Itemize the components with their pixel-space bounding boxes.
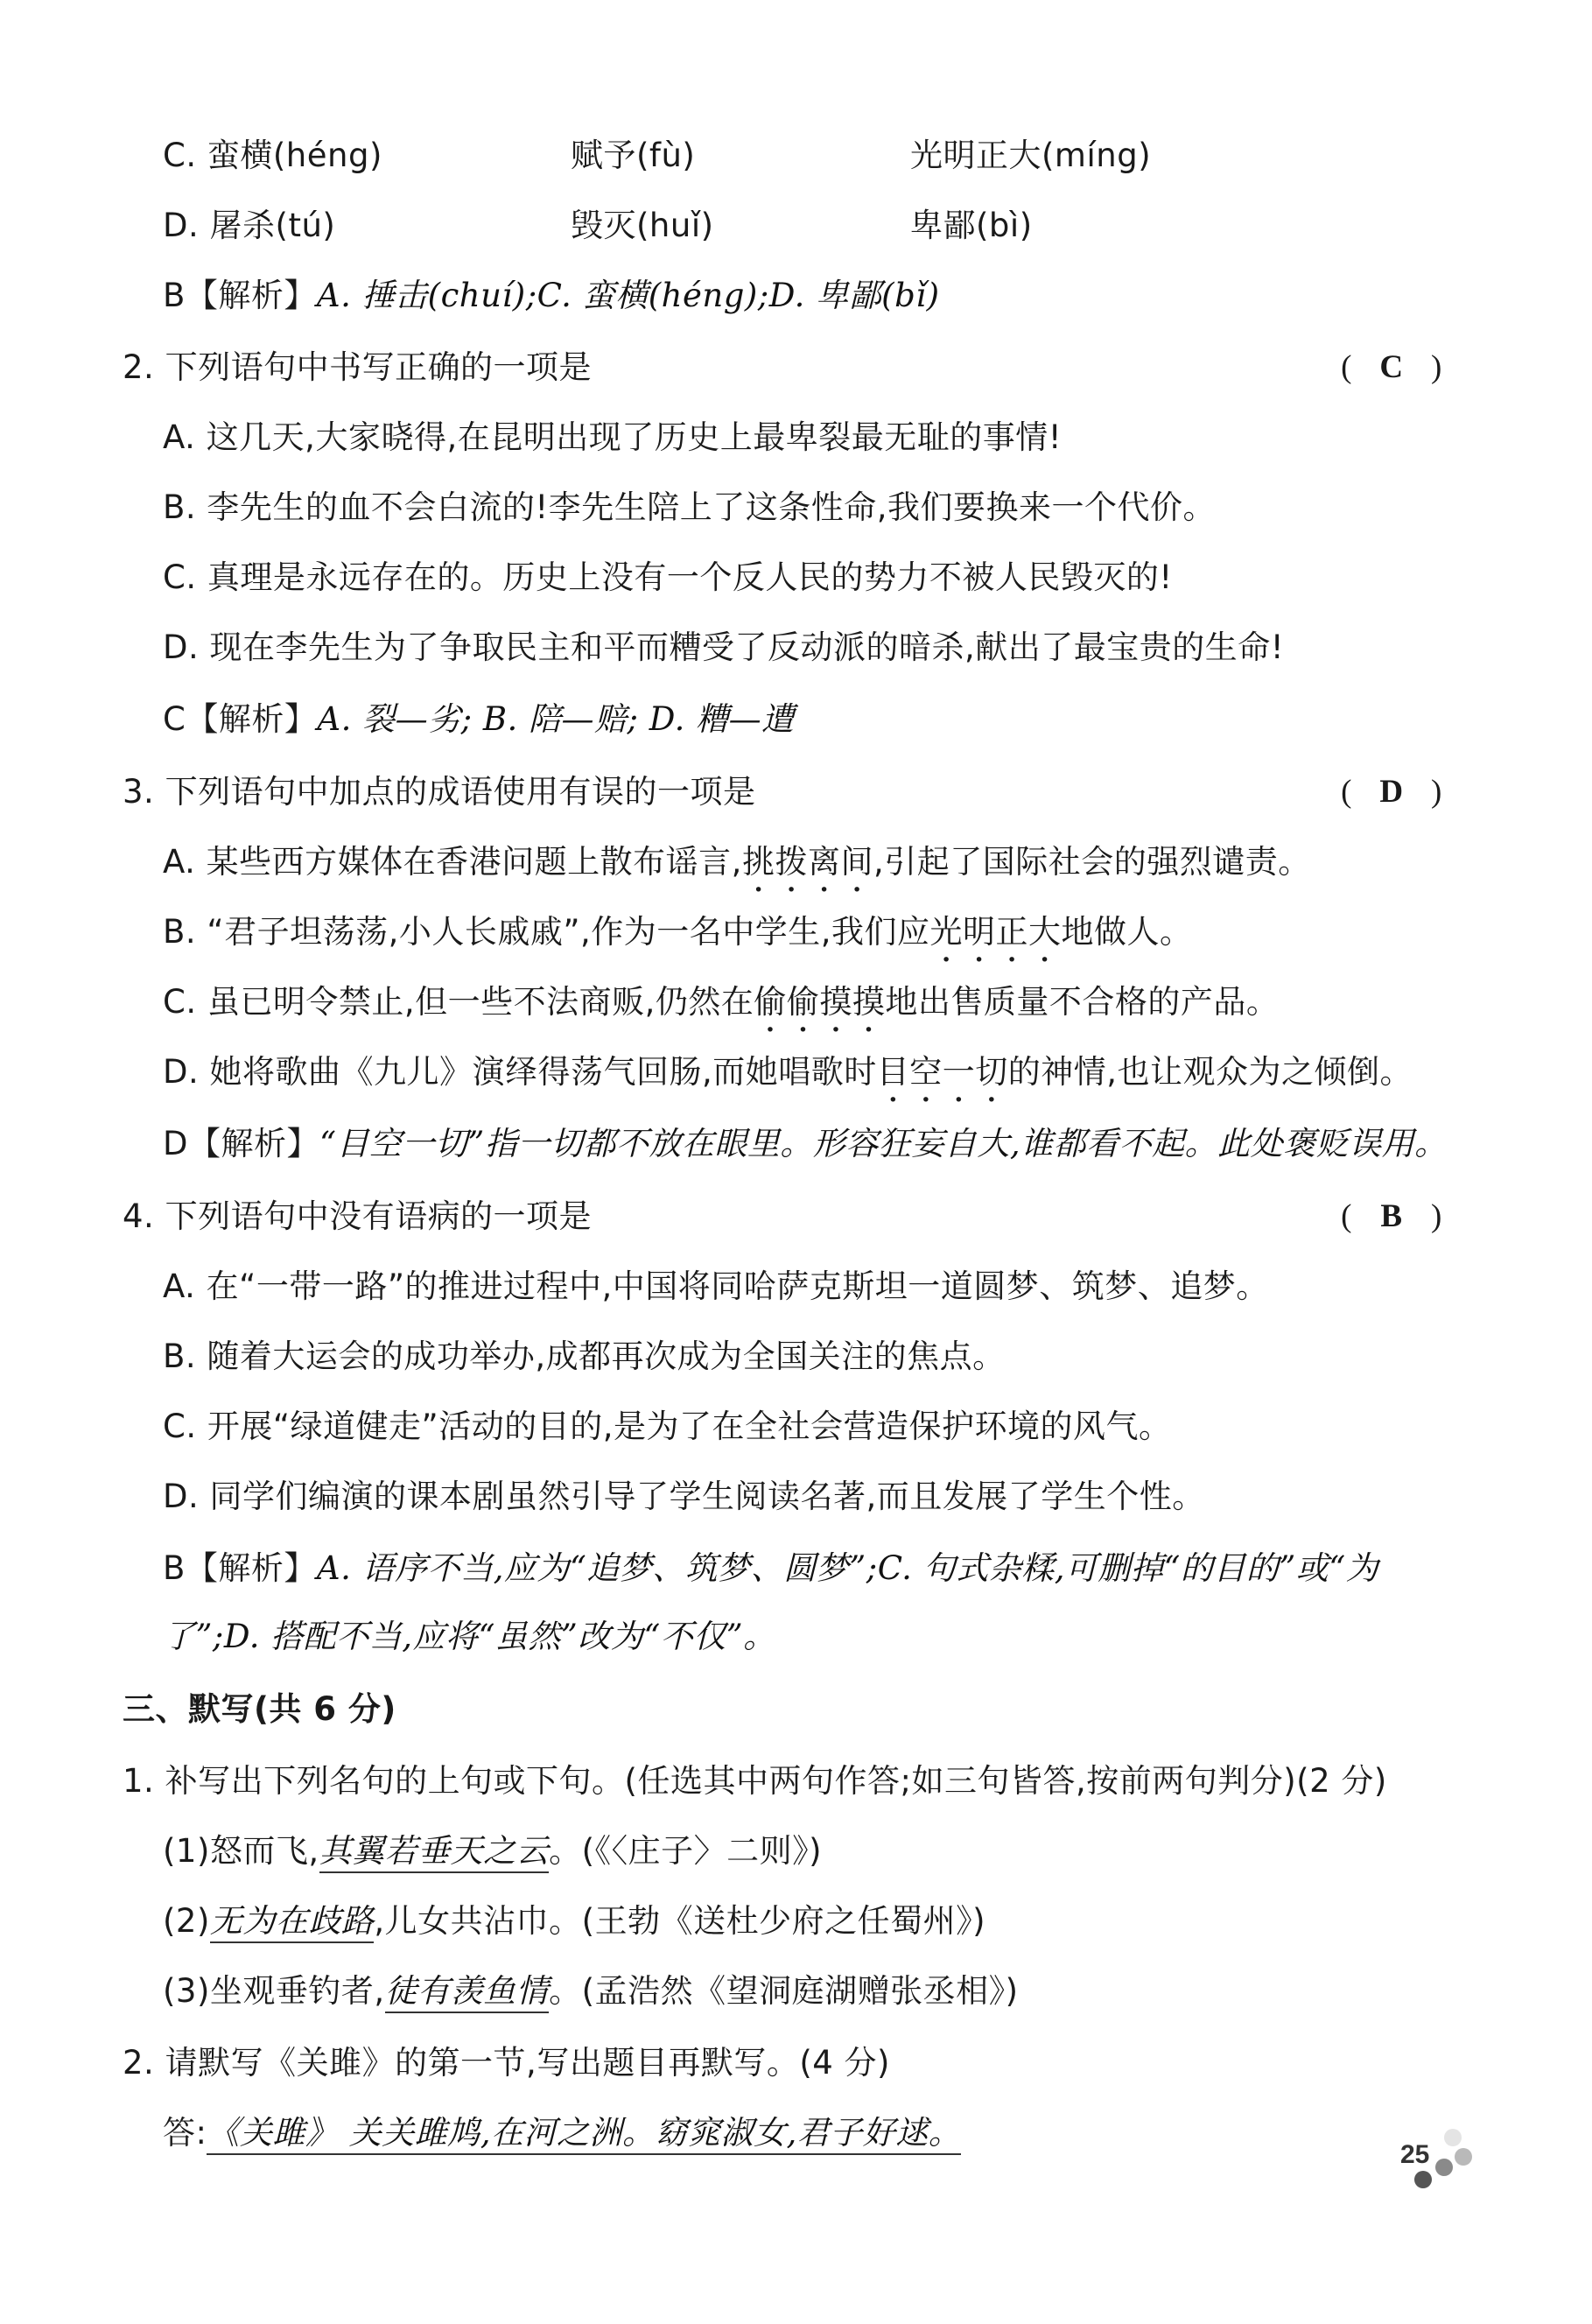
- analysis-label: B【解析】: [163, 1549, 317, 1587]
- analysis-label: D【解析】: [163, 1125, 319, 1162]
- q2-option-d: D. 现在李先生为了争取民主和平而糟受了反动派的暗杀,献出了最宝贵的生命!: [163, 628, 1285, 666]
- q4-answer: B: [1380, 1198, 1403, 1234]
- analysis-text: 了”;D. 搭配不当,应将“虽然”改为“不仅”。: [163, 1618, 776, 1655]
- q4-answer-box: ( B ): [1322, 1195, 1462, 1239]
- q4-option-a: A. 在“一带一路”的推进过程中,中国将同哈萨克斯坦一道圆梦、筑梦、追梦。: [163, 1267, 1269, 1305]
- q2-stem-row: [123, 346, 1523, 390]
- decorative-dot-icon: [1444, 2129, 1462, 2146]
- q2-answer-box: ( C ): [1322, 346, 1462, 390]
- idiom-dotted: 偷偷摸摸: [754, 983, 886, 1021]
- q1-option-c-col3: 光明正大(míng): [910, 137, 1152, 174]
- q3-option-a: A. 某些西方媒体在香港问题上散布谣言,挑拨离间,引起了国际社会的强烈谴责。: [163, 843, 1311, 881]
- analysis-label: B【解析】: [163, 277, 317, 314]
- q2-stem: 2. 下列语句中书写正确的一项是: [123, 348, 593, 386]
- q1-option-c-col2: 赋予(fù): [571, 137, 696, 174]
- s3-q1-item-1: (1)怒而飞,其翼若垂天之云。(《〈庄子〉二则》): [163, 1829, 822, 1873]
- q2-option-b: B. 李先生的血不会白流的!李先生陪上了这条性命,我们要换来一个代价。: [163, 488, 1216, 526]
- page-number: 25: [1400, 2140, 1430, 2169]
- q3-answer: D: [1379, 774, 1404, 810]
- idiom-dotted: 目空一切: [876, 1053, 1008, 1091]
- handwritten-answer: 《关雎》 关关雎鸠,在河之洲。窈窕淑女,君子好逑。: [207, 2114, 961, 2155]
- s3-q2-answer: 答:《关雎》 关关雎鸠,在河之洲。窈窕淑女,君子好逑。: [163, 2111, 961, 2155]
- analysis-text: “目空一切”指一切都不放在眼里。形容狂妄自大,谁都看不起。此处褒贬误用。: [319, 1125, 1448, 1162]
- section-3-title: 三、默写(共 6 分): [123, 1690, 396, 1728]
- handwritten-answer: 徒有羡鱼情: [385, 1972, 550, 2013]
- q4-stem-row: [123, 1195, 1523, 1239]
- q3-stem-row: [123, 770, 1523, 814]
- s3-q1-stem: 1. 补写出下列名句的上句或下句。(任选其中两句作答;如三句皆答,按前两句判分)(2 分): [123, 1762, 1387, 1800]
- q3-option-d: D. 她将歌曲《九儿》演绎得荡气回肠,而她唱歌时目空一切的神情,也让观众为之倾倒。: [163, 1053, 1413, 1091]
- decorative-dot-icon: [1414, 2171, 1432, 2188]
- q3-option-b: B. “君子坦荡荡,小人长戚戚”,作为一名中学生,我们应光明正大地做人。: [163, 913, 1193, 951]
- q2-answer: C: [1379, 349, 1404, 385]
- handwritten-answer: 无为在歧路: [210, 1902, 375, 1943]
- s3-q1-item-3: (3)坐观垂钓者,徒有羡鱼情。(孟浩然《望洞庭湖赠张丞相》): [163, 1969, 1019, 2013]
- q4-option-b: B. 随着大运会的成功举办,成都再次成为全国关注的焦点。: [163, 1338, 1006, 1375]
- analysis-text: A. 裂—劣; B. 陪—赔; D. 糟—遭: [317, 700, 795, 738]
- q1-option-d-col1: D. 屠杀(tú): [163, 207, 336, 244]
- q4-analysis-cont: [163, 1615, 776, 1659]
- idiom-dotted: 挑拨离间: [741, 843, 873, 881]
- decorative-dot-icon: [1455, 2148, 1472, 2166]
- q2-option-a: A. 这几天,大家晓得,在昆明出现了历史上最卑裂最无耻的事情!: [163, 418, 1063, 456]
- analysis-text: A. 捶击(chuí);C. 蛮横(héng);D. 卑鄙(bǐ): [316, 277, 940, 314]
- q1-option-c-col1: C. 蛮横(héng): [163, 137, 382, 174]
- q3-stem: 3. 下列语句中加点的成语使用有误的一项是: [123, 773, 756, 811]
- q3-option-c: C. 虽已明令禁止,但一些不法商贩,仍然在偷偷摸摸地出售质量不合格的产品。: [163, 983, 1280, 1021]
- q4-option-c: C. 开展“绿道健走”活动的目的,是为了在全社会营造保护环境的风气。: [163, 1408, 1172, 1445]
- decorative-dot-icon: [1435, 2159, 1453, 2176]
- s3-q1-item-2: (2)无为在歧路,儿女共沾巾。(王勃《送杜少府之任蜀州》): [163, 1899, 985, 1943]
- analysis-text: A. 语序不当,应为“追梦、筑梦、圆梦”;C. 句式杂糅,可删掉“的目的”或“为: [316, 1549, 1379, 1587]
- q4-analysis: [163, 1547, 1378, 1590]
- q3-answer-box: ( D ): [1322, 770, 1462, 814]
- q4-stem: 4. 下列语句中没有语病的一项是: [123, 1197, 593, 1235]
- q2-analysis: [163, 698, 795, 741]
- handwritten-answer: 其翼若垂天之云: [319, 1832, 550, 1873]
- idiom-dotted: 光明正大: [929, 913, 1062, 951]
- q3-analysis: [163, 1122, 1448, 1166]
- s3-q2-stem: 2. 请默写《关雎》的第一节,写出题目再默写。(4 分): [123, 2044, 890, 2082]
- q1-option-d-col3: 卑鄙(bì): [910, 207, 1033, 244]
- q4-option-d: D. 同学们编演的课本剧虽然引导了学生阅读名著,而且发展了学生个性。: [163, 1478, 1205, 1515]
- q2-option-c: C. 真理是永远存在的。历史上没有一个反人民的势力不被人民毁灭的!: [163, 558, 1173, 596]
- analysis-label: C【解析】: [163, 700, 318, 738]
- q1-analysis: [163, 274, 940, 318]
- q1-option-d-col2: 毁灭(huǐ): [571, 207, 714, 244]
